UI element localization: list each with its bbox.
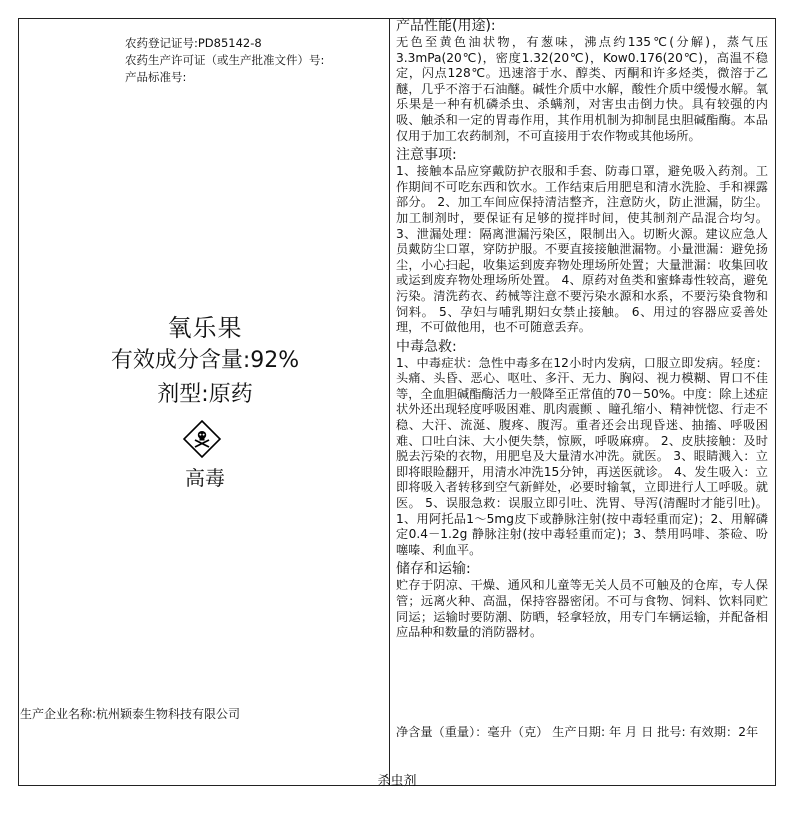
product-info — [80, 312, 330, 412]
registration-block — [125, 35, 324, 86]
product-name: 氧乐果 — [167, 314, 243, 342]
formulation: 剂型:原药 — [157, 382, 253, 407]
product-standard: 产品标准号: — [125, 70, 187, 84]
instructions-column — [396, 18, 770, 641]
registration-number: 农药登记证号:PD85142-8 — [125, 36, 262, 50]
product-category: 杀虫剂 — [377, 774, 417, 789]
active-content: 有效成分含量:92% — [110, 348, 300, 373]
toxicity-level: 高毒 — [185, 466, 225, 490]
production-license: 农药生产许可证（或生产批准文件）号: — [125, 53, 325, 67]
precautions-title: 注意事项: — [396, 147, 457, 164]
storage-title: 储存和运输: — [396, 561, 471, 578]
manufacturer-name: 生产企业名称:杭州颖泰生物科技有限公司 — [20, 707, 241, 721]
first-aid-title: 中毒急救: — [396, 338, 457, 355]
first-aid-text: 1、中毒症状：急性中毒多在12小时内发病，口服立即发病。轻度：头痛、头昏、恶心、呕吐、多汗、无力、胸闷、视力模糊、胃口不佳等，全血胆碱酯酶活力一般降至正常值的70－50%。中度：除上述症状外还出现轻度呼吸困难、肌肉震颤 、瞳孔缩小、精神恍惚、行走不稳、大汗、流涎、腹疼、腹泻。重者还会出现昏迷、抽搐、呼吸困难、口吐白沫、大小便失禁，惊厥，呼吸麻痹。 2、皮肤接触：及时脱去污染的衣物，用肥皂及大量清水冲洗。就医。 3、眼睛溅入：立即将眼睑翻开，用清水冲洗15分钟，再送医就诊。 4、发生吸入：立即将吸入者转移到空气新鲜处，必要时输氧，立即进行人工呼吸。就医。 5、误服急救：误服立即引吐、洗胃、导泻(清醒时才能引吐)。 1、用阿托品1～5mg皮下或静脉注射(按中毒轻重而定)；2、用解磷定0.4－1.2g 静脉注射(按中毒轻重而定)；3、禁用吗啡、茶硷、吩噻嗪、利血平。 — [396, 355, 768, 557]
precautions-text: 1、接触本品应穿戴防护衣服和手套、防毒口罩，避免吸入药剂。工作期间不可吃东西和饮水。工作结束后用肥皂和清水洗脸、手和裸露部分。 2、加工车间应保持清洁整齐，注意防火，防止泄漏，防尘。加工制剂时，要保证有足够的搅拌时间，使其制剂产品混合均匀。 3、泄漏处理：隔离泄漏污染区，限制出入。切断火源。建议应急人员戴防尘口罩，穿防护服。不要直接接触泄漏物。小量泄漏：避免扬尘，小心扫起，收集运到废弃物处理场所处置；大量泄漏：收集回收或运到废弃物处理场所处置。 4、原药对鱼类和蜜蜂毒性较高，避免污染。清洗药衣、药械等注意不要污染水源和水系，不要污染食物和饲料。 5、孕妇与哺乳期妇女禁止接触。 6、用过的容器应妥善处理，不可做他用，也不可随意丢弃。 — [396, 164, 768, 335]
vertical-divider — [389, 18, 390, 786]
storage-text: 贮存于阴凉、干燥、通风和儿童等无关人员不可触及的仓库，专人保管；远离火种、高温，保持容器密闭。不可与食物、饲料、饮料同贮同运；运输时要防潮、防晒，轻拿轻放，用专门车辆运输，并配备相应品种和数量的消防器材。 — [396, 578, 768, 640]
performance-text: 无色至黄色油状物，有葱味，沸点约135℃(分解)，蒸气压3.3mPa(20℃)，密度1.32(20℃)，Kow0.176(20℃)，高温不稳定，闪点128℃。迅速溶于水、醇类、丙酮和许多烃类，微溶于乙醚，几乎不溶于石油醚。碱性介质中水解，酸性介质中缓慢水解。氧乐果是一种有机磷杀虫、杀螨剂，对害虫击倒力快。具有较强的内吸、触杀和一定的胃毒作用，其作用机制为抑制昆虫胆碱酯酶。本品仅用于加工农药制剂，不可直接用于农作物或其他场所。 — [396, 35, 768, 143]
performance-title: 产品性能(用途): — [396, 18, 496, 34]
net-content-info: 净含量（重量）：毫升（克） 生产日期: 年 月 日 批号: 有效期：2年 — [396, 725, 759, 739]
skull-crossbones-icon — [183, 420, 221, 458]
